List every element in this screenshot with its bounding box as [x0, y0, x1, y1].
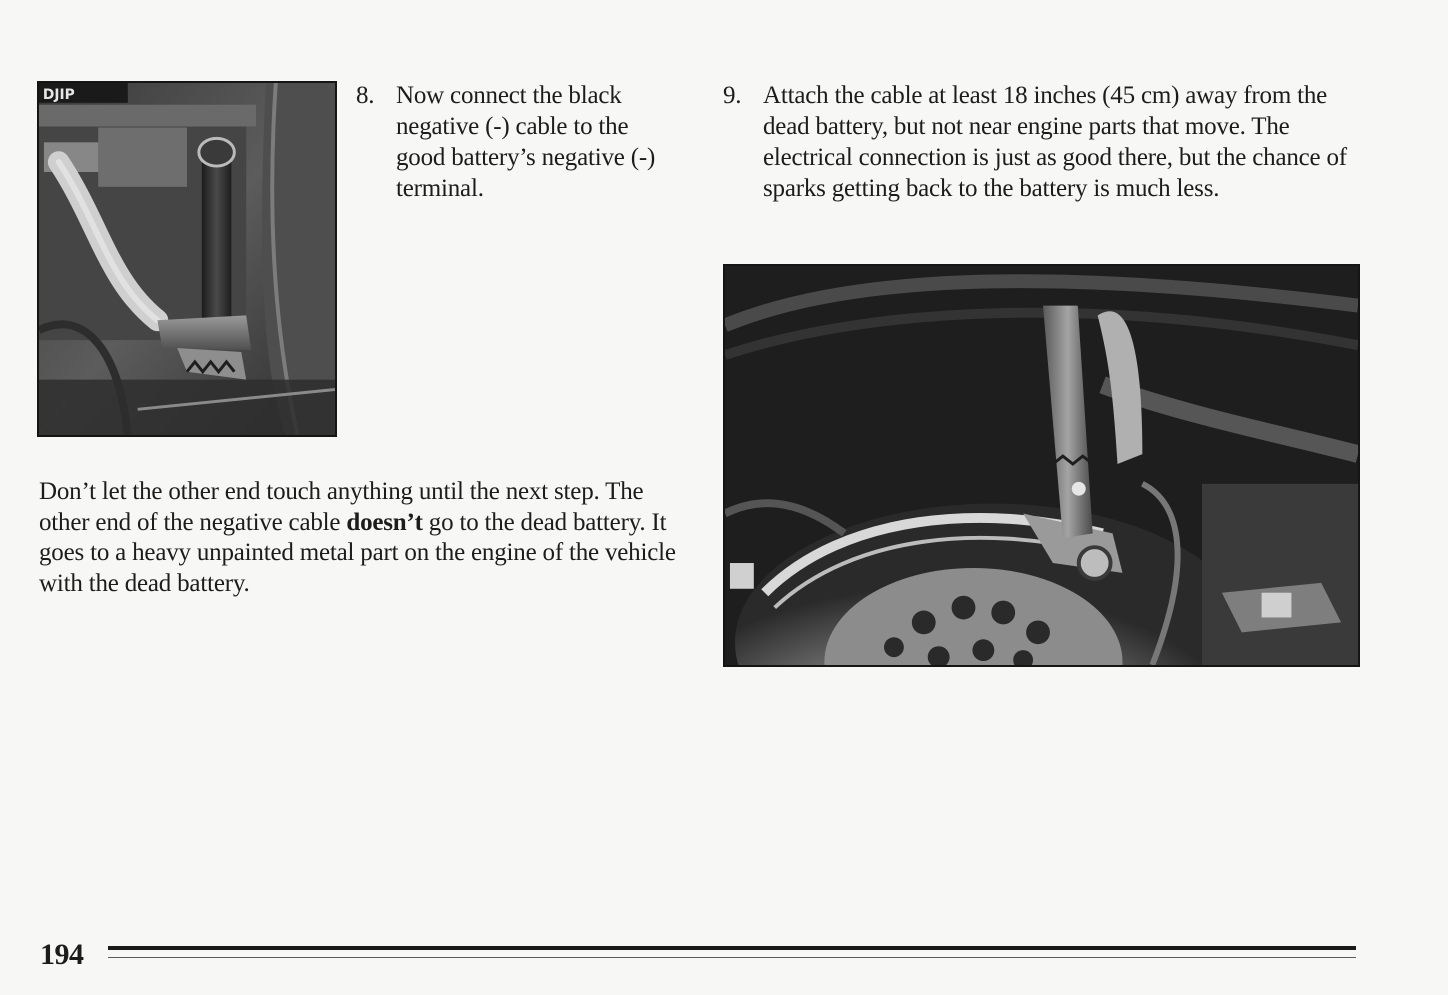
step-8-number: 8.: [356, 82, 375, 109]
step-9-number: 9.: [723, 82, 742, 109]
footer-rule-thin: [108, 957, 1356, 958]
battery-clamp-illustration: [39, 83, 335, 435]
battery-clamp-photo: [37, 81, 337, 437]
footer-rule: [108, 946, 1356, 950]
engine-ground-illustration: [725, 266, 1358, 665]
battery-label-fragment: DJIP: [42, 86, 75, 103]
paragraph-text-after: go to the dead battery. It goes to a heavy unpainted metal part on the engine of the vehicle with the dead battery.: [39, 508, 676, 597]
step-8-text: Now connect the black negative (-) cable to the good battery’s negative (-) terminal.: [396, 82, 656, 202]
engine-ground-photo: [723, 264, 1360, 667]
step-9-text: Attach the cable at least 18 inches (45 cm) away from the dead battery, but not near engine parts that move. The electrical connection is just as good there, but the chance of sparks getting back to the battery is much less.: [763, 82, 1347, 202]
page-number: 194: [40, 938, 84, 971]
paragraph-text-before: Don’t let the other end touch anything until the next step. The other end of the negative cable: [39, 478, 644, 536]
paragraph-emphasis: doesn’t: [346, 508, 423, 536]
warning-paragraph: [39, 477, 679, 599]
